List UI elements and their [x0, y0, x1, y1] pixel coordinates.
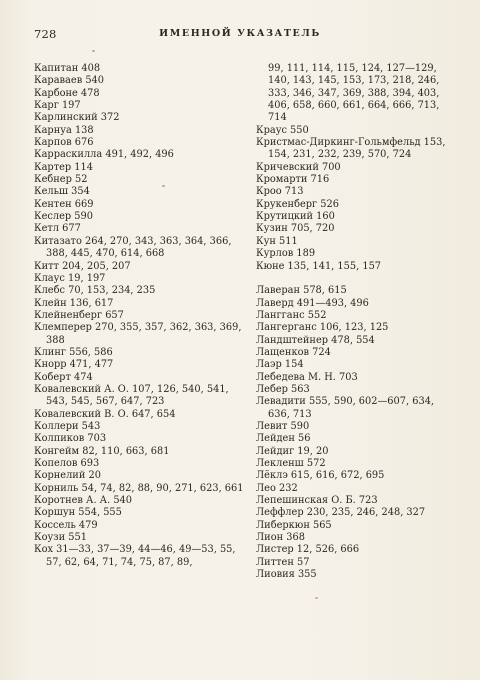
index-entry: Лёклэ 615, 616, 672, 695	[256, 470, 385, 482]
index-entry: Ландштейнер 478, 554	[256, 334, 375, 346]
index-entry: Карлинский 372	[34, 112, 120, 124]
index-entry: Лео 232	[256, 482, 298, 494]
index-entry: Коузи 551	[34, 532, 87, 544]
index-entry: Ковалевский А. О. 107, 126, 540, 541, 543, 545, 567, 647, 723	[34, 383, 229, 408]
index-entry: Конгейм 82, 110, 663, 681	[34, 445, 170, 457]
index-column-left	[34, 63, 248, 569]
index-entry: Кентен 669	[34, 198, 94, 210]
index-entry: Коллери 543	[34, 420, 101, 432]
index-entry: Лангганс 552	[256, 309, 327, 321]
index-entry: Ковалевский В. О. 647, 654	[34, 408, 176, 420]
index-entry: Клейн 136, 617	[34, 297, 114, 309]
index-entry: Карбоне 478	[34, 87, 100, 99]
index-entry: Крутицкий 160	[256, 211, 335, 223]
index-entry: Левит 590	[256, 420, 310, 432]
index-entry: Лебер 563	[256, 383, 310, 395]
index-entry: Клебс 70, 153, 234, 235	[34, 285, 156, 297]
index-entry: Лион 368	[256, 532, 305, 544]
index-entry: Кузин 705, 720	[256, 223, 335, 235]
index-entry: Кнорр 471, 477	[34, 359, 114, 371]
index-entry: Лейден 56	[256, 433, 311, 445]
index-entry: Колпиков 703	[34, 433, 107, 445]
index-entry: Кун 511	[256, 235, 298, 247]
paper-speck	[92, 50, 95, 52]
index-entry: Корнелий 20	[34, 470, 101, 482]
index-entry: Китт 204, 205, 207	[34, 260, 131, 272]
index-entry: Крукенберг 526	[256, 198, 339, 210]
index-entry: Карг 197	[34, 100, 81, 112]
index-entry: Кох 31—33, 37—39, 44—46, 49—53, 55, 57, 62, 64, 71, 74, 75, 87, 89,	[34, 544, 236, 568]
section-gap	[256, 273, 456, 285]
index-entry: Кристмас-Диркинг-Гольмфельд 153, 154, 231, 232, 239, 570, 724	[256, 137, 446, 161]
index-entry: Карпов 676	[34, 137, 94, 149]
index-entry: Кебнер 52	[34, 174, 88, 186]
index-entry: Лепешинская О. Б. 723	[256, 495, 378, 507]
index-entry: Лекленш 572	[256, 458, 326, 469]
index-entry: Коссель 479	[34, 519, 98, 531]
index-entry: Карраскилла 491, 492, 496	[34, 149, 174, 161]
index-entry: Леффлер 230, 235, 246, 248, 327	[256, 507, 426, 519]
index-entry: Либеркюн 565	[256, 519, 332, 531]
index-entry: 99, 111, 114, 115, 124, 127—129, 140, 143, 145, 153, 173, 218, 246, 333, 346, 347, 369, 388, 394, 403, 406, 658, 660, 661, 664, 666, 713, 714	[268, 63, 440, 124]
index-entry: Корниль 54, 74, 82, 88, 90, 271, 623, 661	[34, 482, 244, 494]
index-entry: Кроо 713	[256, 186, 304, 198]
index-entry: Лангерганс 106, 123, 125	[256, 322, 389, 334]
index-entry: Лавеpан 578, 615	[256, 285, 347, 297]
index-entry: Краус 550	[256, 124, 309, 136]
index-entry: Кричевский 700	[256, 161, 341, 173]
index-entry: Клейненберг 657	[34, 309, 124, 321]
index-entry: Лебедева М. Н. 703	[256, 371, 358, 383]
running-title: ИМЕННОЙ УКАЗАТЕЛЬ	[159, 28, 321, 39]
page-number: 728	[34, 27, 57, 41]
paper-speck	[315, 597, 318, 599]
index-entry: Клинг 556, 586	[34, 346, 113, 358]
index-entry: Листер 12, 526, 666	[256, 544, 360, 556]
index-entry: Клаус 19, 197	[34, 272, 106, 284]
index-entry: Лаэр 154	[256, 359, 304, 371]
index-entry: Курлов 189	[256, 248, 316, 260]
index-entry: Клемперер 270, 355, 357, 362, 363, 369, 388	[34, 322, 242, 346]
index-entry: Лиовия 355	[256, 569, 317, 581]
index-entry: Коршун 554, 555	[34, 507, 122, 519]
index-entry: Коберт 474	[34, 371, 93, 383]
index-entry: Лаверд 491—493, 496	[256, 297, 369, 309]
index-entry: Копелов 693	[34, 458, 100, 469]
index-entry: Кюне 135, 141, 155, 157	[256, 260, 382, 272]
index-entry: Лащенков 724	[256, 346, 331, 358]
index-entry: Лейдиг 19, 20	[256, 445, 329, 457]
index-entry: Китазато 264, 270, 343, 363, 364, 366, 388, 445, 470, 614, 668	[34, 235, 232, 260]
index-entry: Кельш 354	[34, 186, 90, 198]
index-entry: Кеслер 590	[34, 211, 93, 223]
index-entry: Карнуа 138	[34, 124, 94, 136]
index-entry: Левадити 555, 590, 602—607, 634, 636, 713	[256, 396, 435, 420]
paper-speck	[162, 185, 165, 187]
page-header	[34, 27, 446, 43]
index-entry: Капитан 408	[34, 63, 101, 74]
index-entry: Кромарти 716	[256, 174, 330, 186]
index-entry: Литтен 57	[256, 556, 310, 568]
index-entry: Караваев 540	[34, 75, 105, 87]
index-entry: Картер 114	[34, 161, 93, 173]
index-entry: Кетл 677	[34, 223, 81, 235]
index-entry: Коротнев А. А. 540	[34, 495, 133, 507]
index-column-right	[256, 63, 456, 581]
